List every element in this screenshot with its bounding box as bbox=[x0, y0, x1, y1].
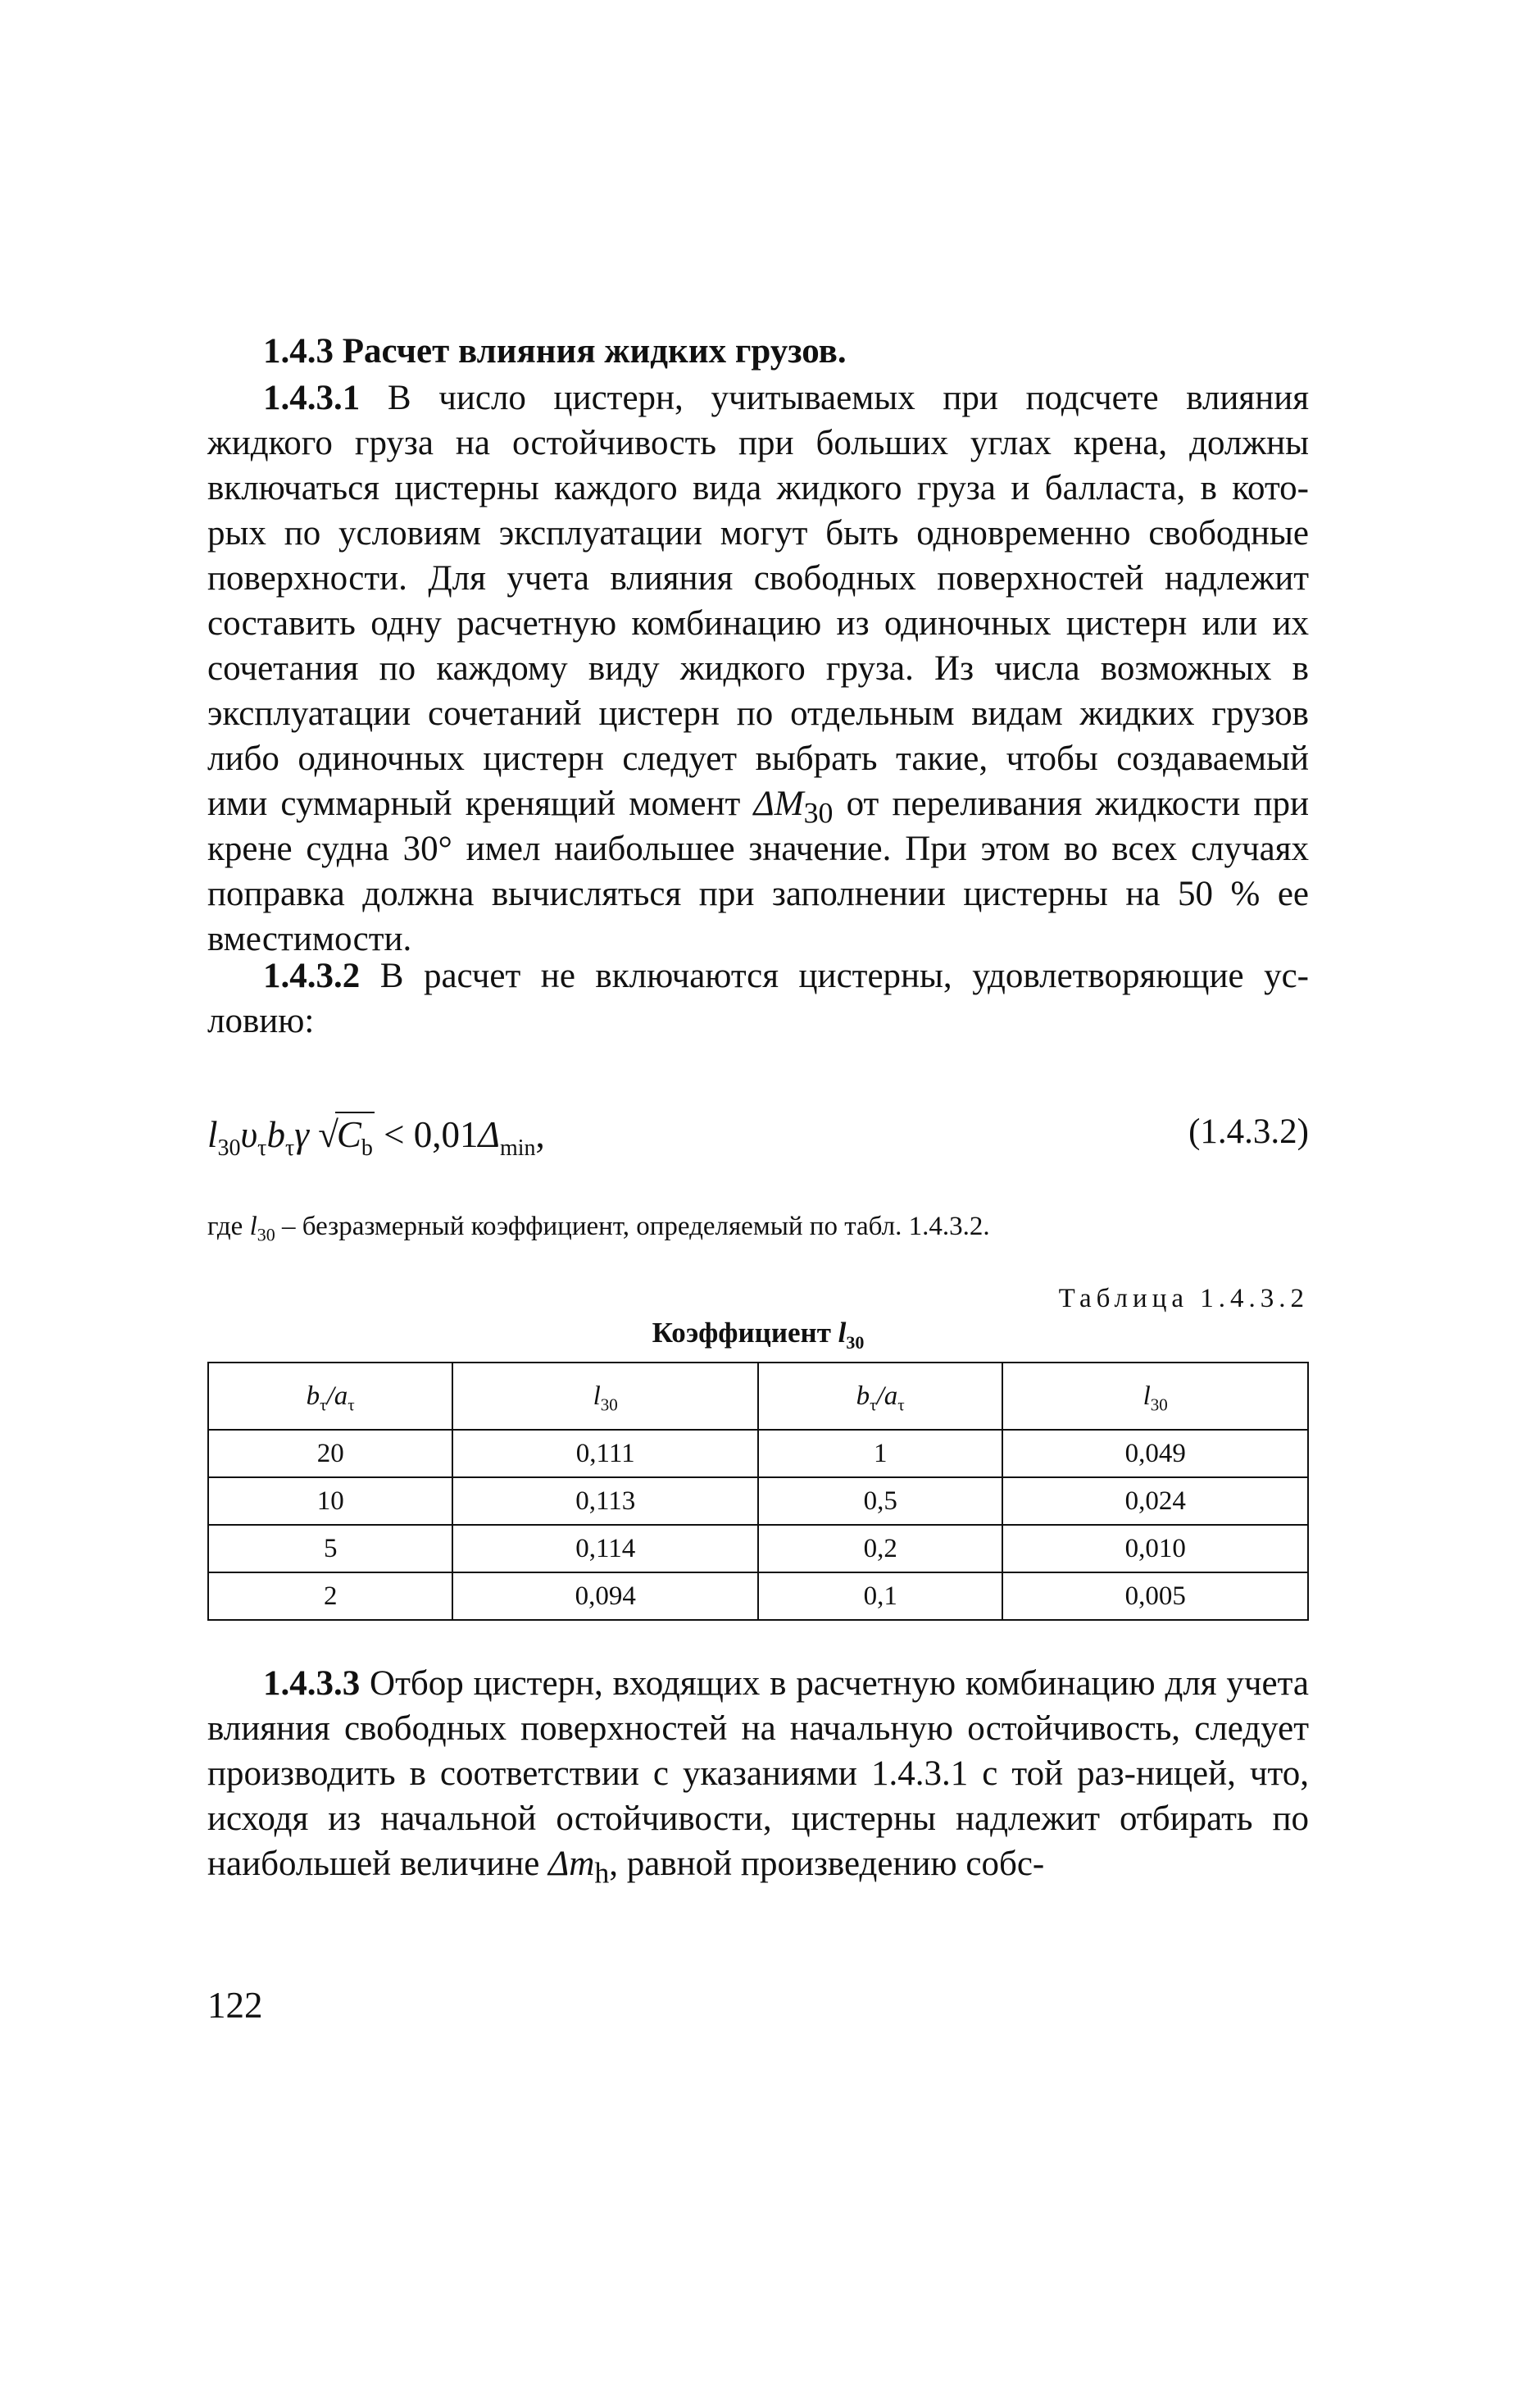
header-sub1: 30 bbox=[1150, 1394, 1168, 1415]
header-sub2: τ bbox=[897, 1394, 905, 1415]
table-cell: 5 bbox=[208, 1525, 452, 1572]
table-body bbox=[208, 1430, 1308, 1620]
coefficient-table bbox=[207, 1362, 1309, 1621]
table-cell: 1 bbox=[758, 1430, 1002, 1477]
paragraph-text: от переливания жидкости при крене судна 30° имел наибольшее значение. При этом во всех случаях поправка должна вычисляться при заполнении цистерны на 50 % ее вместимости. bbox=[207, 785, 1309, 958]
table-cell: 2 bbox=[208, 1572, 452, 1620]
table-cell: 0,113 bbox=[452, 1477, 758, 1525]
sqrt-sign: √ bbox=[318, 1114, 338, 1155]
formula-v-sub: τ bbox=[257, 1135, 267, 1161]
formula-c-sub: b bbox=[361, 1135, 373, 1161]
where-symbol: l bbox=[249, 1212, 257, 1241]
paragraph-1-4-3-3 bbox=[207, 1661, 1309, 1890]
table-cell: 0,010 bbox=[1002, 1525, 1308, 1572]
where-subscript: 30 bbox=[257, 1224, 275, 1245]
table-cell: 0,5 bbox=[758, 1477, 1002, 1525]
where-prefix: где bbox=[207, 1212, 250, 1241]
table-cell: 0,049 bbox=[1002, 1430, 1308, 1477]
table-cell: 0,2 bbox=[758, 1525, 1002, 1572]
formula-delta-sub: min bbox=[499, 1135, 536, 1161]
paragraph-text: В число цистерн, учитываемых при подсчете влияния жидкого груза на остойчивость при больших углах крена, должны включаться цистерны каждого вида жидкого груза и балласта, в кото-рых по условиям эксплуатации могут быть одновременно свободные поверхности. Для учета влияния свободных поверхностей надлежит составить одну расчетную комбинацию из одиночных цистерн или их сочетания по каждому виду жидкого груза. Из числа возможных в эксплуатации сочетаний цистерн по отдельным видам жидких грузов либо одиночных цистерн следует выбрать такие, чтобы создаваемый ими суммарный кренящий момент bbox=[207, 379, 1309, 823]
table-header-cell bbox=[758, 1363, 1002, 1430]
table-cell: 20 bbox=[208, 1430, 452, 1477]
caption-text: Коэффициент bbox=[652, 1317, 838, 1349]
table-label: Таблица 1.4.3.2 bbox=[1058, 1284, 1309, 1313]
header-slash: /a bbox=[876, 1381, 898, 1411]
table-cell: 0,005 bbox=[1002, 1572, 1308, 1620]
caption-symbol: l bbox=[838, 1317, 847, 1349]
formula-l: l bbox=[207, 1114, 218, 1155]
table-header-cell bbox=[1002, 1363, 1308, 1430]
paragraph-1-4-3-2 bbox=[207, 953, 1309, 1044]
formula-b-sub: τ bbox=[284, 1135, 295, 1161]
clause-number: 1.4.3.3 bbox=[263, 1664, 361, 1703]
header-slash: /a bbox=[326, 1381, 348, 1411]
table-header-cell bbox=[208, 1363, 452, 1430]
clause-number: 1.4.3.1 bbox=[263, 379, 361, 417]
table-header-row bbox=[208, 1363, 1308, 1430]
moment-subscript: 30 bbox=[803, 796, 834, 830]
equation-number: (1.4.3.2) bbox=[1188, 1112, 1309, 1151]
header-sub2: τ bbox=[348, 1394, 355, 1415]
paragraph-text: , равной произведению собс- bbox=[609, 1845, 1045, 1883]
header-main: b bbox=[856, 1381, 870, 1411]
table-cell: 10 bbox=[208, 1477, 452, 1525]
paragraph-text: В расчет не включаются цистерны, удовлетворяющие ус-ловию: bbox=[207, 957, 1309, 1040]
table-cell: 0,024 bbox=[1002, 1477, 1308, 1525]
header-sub1: τ bbox=[320, 1394, 327, 1415]
formula-tail: , bbox=[535, 1114, 545, 1155]
clause-number: 1.4.3.2 bbox=[263, 957, 361, 995]
table-cell: 0,114 bbox=[452, 1525, 758, 1572]
table-row bbox=[208, 1430, 1308, 1477]
table-row bbox=[208, 1572, 1308, 1620]
formula-l-sub: 30 bbox=[217, 1135, 241, 1161]
table-cell: 0,1 bbox=[758, 1572, 1002, 1620]
page bbox=[207, 0, 1309, 2384]
caption-subscript: 30 bbox=[846, 1332, 865, 1353]
formula-gamma: γ bbox=[294, 1114, 319, 1155]
header-main: l bbox=[1143, 1381, 1151, 1411]
header-sub1: τ bbox=[870, 1394, 877, 1415]
header-main: b bbox=[306, 1381, 320, 1411]
formula-c: C bbox=[336, 1114, 361, 1155]
sqrt-radicand bbox=[335, 1112, 375, 1161]
formula-rhs: < 0,01 bbox=[374, 1114, 479, 1155]
formula-b: b bbox=[266, 1114, 285, 1155]
section-heading: 1.4.3 Расчет влияния жидких грузов. bbox=[263, 332, 847, 371]
table-caption bbox=[207, 1317, 1309, 1353]
table-cell: 0,094 bbox=[452, 1572, 758, 1620]
formula-v: υ bbox=[240, 1114, 258, 1155]
table-row bbox=[208, 1525, 1308, 1572]
header-main: l bbox=[593, 1381, 601, 1411]
moment-symbol: ΔM bbox=[753, 785, 804, 823]
formula bbox=[207, 1112, 545, 1161]
mass-subscript: h bbox=[594, 1856, 610, 1890]
paragraph-text: Отбор цистерн, входящих в расчетную комбинацию для учета влияния свободных поверхностей на начальную остойчивость, следует производить в соответствии с указаниями 1.4.3.1 с той раз-ницей, что, исходя из начальной остойчивости, цистерны надлежит отбирать по наибольшей величине bbox=[207, 1664, 1309, 1883]
where-clause bbox=[207, 1212, 990, 1245]
header-sub1: 30 bbox=[600, 1394, 618, 1415]
formula-delta: Δ bbox=[478, 1114, 500, 1155]
table-cell: 0,111 bbox=[452, 1430, 758, 1477]
table-row bbox=[208, 1477, 1308, 1525]
mass-symbol: Δm bbox=[548, 1845, 595, 1883]
where-text: – безразмерный коэффициент, определяемый по табл. 1.4.3.2. bbox=[275, 1212, 990, 1241]
paragraph-1-4-3-1 bbox=[207, 375, 1309, 962]
table-header-cell bbox=[452, 1363, 758, 1430]
page-number: 122 bbox=[207, 1985, 263, 2026]
